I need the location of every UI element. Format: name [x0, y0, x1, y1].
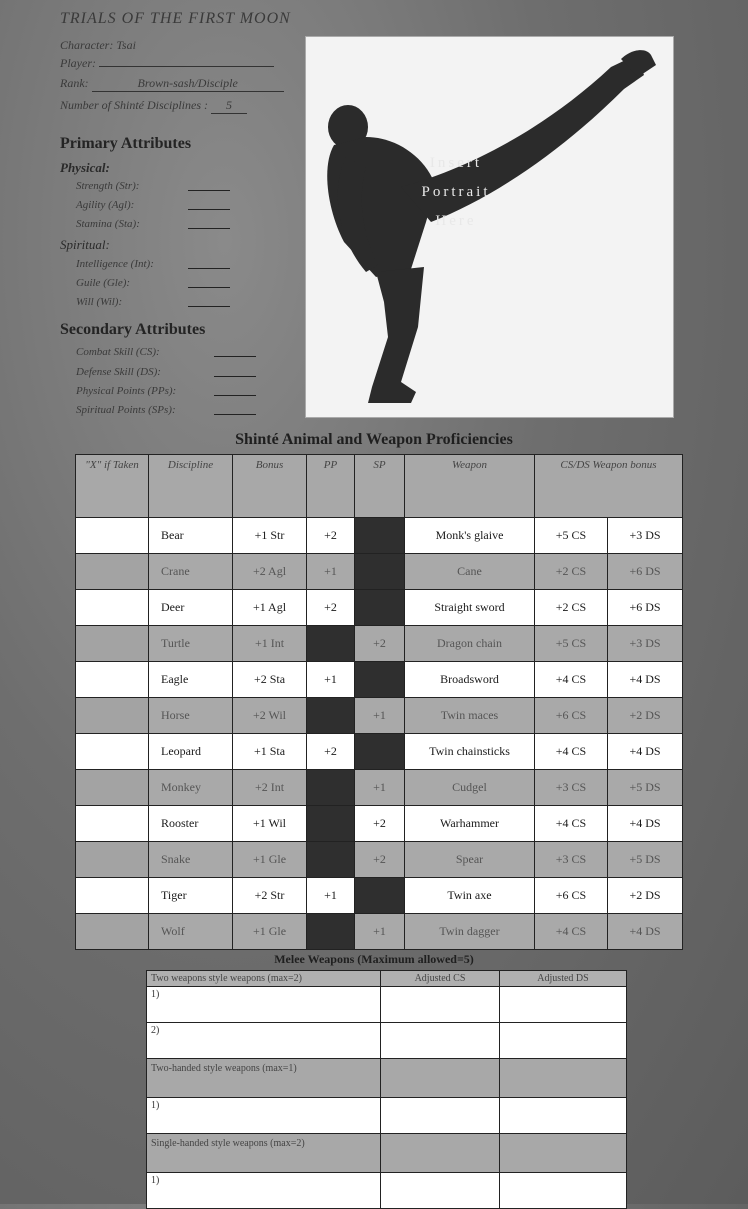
bonus-cell: +1 Gle	[233, 914, 307, 950]
sheet-title: TRIALS OF THE FIRST MOON	[60, 10, 291, 27]
cs-bonus-cell: +4 CS	[535, 806, 608, 842]
weapon-cell: Straight sword	[405, 590, 535, 626]
bonus-cell: +1 Str	[233, 518, 307, 554]
bonus-cell: +2 Wil	[233, 698, 307, 734]
discipline-cell: Crane	[149, 554, 233, 590]
ds-bonus-cell: +3 DS	[608, 518, 683, 554]
sp-cell	[355, 554, 405, 590]
col-sp: SP	[355, 455, 405, 518]
sp-cell: +2	[355, 626, 405, 662]
discipline-cell: Monkey	[149, 770, 233, 806]
sp-cell: +1	[355, 914, 405, 950]
sp-cell: +2	[355, 806, 405, 842]
pp-cell	[307, 842, 355, 878]
two-handed-heading-cs	[381, 1059, 500, 1098]
bonus-cell: +2 Sta	[233, 662, 307, 698]
ds-bonus-cell: +4 DS	[608, 662, 683, 698]
proficiency-row	[76, 590, 683, 626]
sp-cell	[355, 662, 405, 698]
sp-cell	[355, 734, 405, 770]
weapon-cell: Twin dagger	[405, 914, 535, 950]
rank-label: Rank:	[60, 76, 89, 90]
two-weapons-style-heading: Two weapons style weapons (max=2)	[147, 971, 381, 987]
combat-skill-row	[76, 346, 246, 358]
stamina-row	[76, 218, 246, 230]
cs-bonus-cell: +3 CS	[535, 842, 608, 878]
portrait-text-line3: Here	[435, 213, 477, 229]
cs-bonus-cell: +6 CS	[535, 698, 608, 734]
portrait-text-line2: Portrait	[421, 184, 491, 200]
weapon-cell: Warhammer	[405, 806, 535, 842]
strength-input[interactable]	[188, 190, 230, 191]
ds-bonus-cell: +2 DS	[608, 878, 683, 914]
spiritual-points-label: Spiritual Points (SPs):	[76, 404, 176, 416]
col-weapon: Weapon	[405, 455, 535, 518]
discipline-cell: Wolf	[149, 914, 233, 950]
player-field	[60, 56, 274, 71]
agility-row	[76, 199, 246, 211]
portrait-placeholder-text	[306, 149, 606, 236]
spiritual-points-input[interactable]	[214, 414, 256, 415]
two-weapons-slot-1-ds[interactable]	[500, 987, 627, 1023]
will-row	[76, 296, 246, 308]
proficiency-row	[76, 806, 683, 842]
proficiencies-body	[76, 518, 683, 950]
adjusted-cs-heading: Adjusted CS	[381, 971, 500, 987]
sp-cell: +1	[355, 698, 405, 734]
col-pp: PP	[307, 455, 355, 518]
two-handed-style-heading: Two-handed style weapons (max=1)	[147, 1059, 381, 1098]
combat-skill-label: Combat Skill (CS):	[76, 346, 160, 358]
two-weapons-slot-2-cs[interactable]	[381, 1023, 500, 1059]
proficiency-row	[76, 518, 683, 554]
intelligence-row	[76, 258, 246, 270]
ds-bonus-cell: +5 DS	[608, 842, 683, 878]
discipline-cell: Tiger	[149, 878, 233, 914]
bonus-cell: +1 Wil	[233, 806, 307, 842]
taken-checkbox-cell[interactable]	[76, 914, 149, 950]
strength-row	[76, 180, 246, 192]
single-handed-slot-1-ds[interactable]	[500, 1173, 627, 1209]
weapon-cell: Cane	[405, 554, 535, 590]
col-discipline: Discipline	[149, 455, 233, 518]
bonus-cell: +1 Sta	[233, 734, 307, 770]
pp-cell	[307, 770, 355, 806]
pp-cell: +1	[307, 662, 355, 698]
secondary-attributes-heading: Secondary Attributes	[60, 321, 206, 338]
single-handed-heading-cs	[381, 1134, 500, 1173]
character-value[interactable]: Tsai	[116, 38, 136, 52]
bonus-cell: +1 Gle	[233, 842, 307, 878]
taken-checkbox-cell[interactable]	[76, 626, 149, 662]
intelligence-input[interactable]	[188, 268, 230, 269]
combat-skill-input[interactable]	[214, 356, 256, 357]
taken-checkbox-cell[interactable]	[76, 518, 149, 554]
agility-label: Agility (Agl):	[76, 199, 135, 211]
rank-field	[60, 76, 284, 92]
physical-points-row	[76, 385, 246, 397]
two-handed-heading-ds	[500, 1059, 627, 1098]
taken-checkbox-cell[interactable]	[76, 662, 149, 698]
cs-bonus-cell: +5 CS	[535, 626, 608, 662]
proficiency-row	[76, 842, 683, 878]
guile-row	[76, 277, 246, 289]
two-weapons-slot-2-ds[interactable]	[500, 1023, 627, 1059]
physical-heading: Physical:	[60, 160, 110, 175]
weapon-cell: Cudgel	[405, 770, 535, 806]
pp-cell: +2	[307, 590, 355, 626]
ds-bonus-cell: +6 DS	[608, 554, 683, 590]
proficiency-row	[76, 662, 683, 698]
taken-checkbox-cell[interactable]	[76, 842, 149, 878]
taken-checkbox-cell[interactable]	[76, 770, 149, 806]
disciplines-label: Number of Shinté Disciplines :	[60, 98, 208, 112]
single-handed-style-heading: Single-handed style weapons (max=2)	[147, 1134, 381, 1173]
stamina-input[interactable]	[188, 228, 230, 229]
intelligence-label: Intelligence (Int):	[76, 258, 154, 270]
weapon-cell: Broadsword	[405, 662, 535, 698]
proficiency-row	[76, 734, 683, 770]
single-handed-slot-1-cs[interactable]	[381, 1173, 500, 1209]
spiritual-heading: Spiritual:	[60, 237, 110, 252]
guile-input[interactable]	[188, 287, 230, 288]
proficiencies-table	[75, 454, 683, 950]
col-weapon-bonus: CS/DS Weapon bonus	[535, 455, 683, 518]
physical-points-input[interactable]	[214, 395, 256, 396]
discipline-cell: Turtle	[149, 626, 233, 662]
cs-bonus-cell: +5 CS	[535, 518, 608, 554]
cs-bonus-cell: +2 CS	[535, 590, 608, 626]
ds-bonus-cell: +6 DS	[608, 590, 683, 626]
disciplines-field	[60, 98, 247, 114]
cs-bonus-cell: +4 CS	[535, 914, 608, 950]
disciplines-input[interactable]: 5	[211, 98, 247, 114]
cs-bonus-cell: +3 CS	[535, 770, 608, 806]
two-handed-slot-1-ds[interactable]	[500, 1098, 627, 1134]
taken-checkbox-cell[interactable]	[76, 734, 149, 770]
proficiency-row	[76, 698, 683, 734]
cs-bonus-cell: +4 CS	[535, 662, 608, 698]
weapon-cell: Twin axe	[405, 878, 535, 914]
strength-label: Strength (Str):	[76, 180, 140, 192]
discipline-cell: Eagle	[149, 662, 233, 698]
col-taken: "X" if Taken	[76, 455, 149, 518]
pp-cell: +1	[307, 878, 355, 914]
weapon-cell: Monk's glaive	[405, 518, 535, 554]
discipline-cell: Snake	[149, 842, 233, 878]
physical-points-label: Physical Points (PPs):	[76, 385, 177, 397]
bonus-cell: +2 Agl	[233, 554, 307, 590]
cs-bonus-cell: +6 CS	[535, 878, 608, 914]
cs-bonus-cell: +2 CS	[535, 554, 608, 590]
sp-cell: +1	[355, 770, 405, 806]
discipline-cell: Rooster	[149, 806, 233, 842]
taken-checkbox-cell[interactable]	[76, 554, 149, 590]
ds-bonus-cell: +4 DS	[608, 914, 683, 950]
pp-cell	[307, 806, 355, 842]
weapon-cell: Twin chainsticks	[405, 734, 535, 770]
pp-cell	[307, 914, 355, 950]
stamina-label: Stamina (Sta):	[76, 218, 140, 230]
will-input[interactable]	[188, 306, 230, 307]
pp-cell: +1	[307, 554, 355, 590]
proficiency-row	[76, 626, 683, 662]
pp-cell: +2	[307, 518, 355, 554]
two-handed-slot-1-cs[interactable]	[381, 1098, 500, 1134]
weapon-cell: Dragon chain	[405, 626, 535, 662]
sp-cell	[355, 878, 405, 914]
sp-cell	[355, 518, 405, 554]
adjusted-ds-heading: Adjusted DS	[500, 971, 627, 987]
character-field	[60, 38, 136, 53]
discipline-cell: Horse	[149, 698, 233, 734]
bonus-cell: +2 Str	[233, 878, 307, 914]
two-weapons-slot-1-cs[interactable]	[381, 987, 500, 1023]
sp-cell: +2	[355, 842, 405, 878]
discipline-cell: Leopard	[149, 734, 233, 770]
player-input[interactable]	[99, 66, 274, 67]
character-label: Character:	[60, 38, 114, 52]
rank-input[interactable]: Brown-sash/Disciple	[92, 76, 284, 92]
cs-bonus-cell: +4 CS	[535, 734, 608, 770]
bonus-cell: +1 Int	[233, 626, 307, 662]
ds-bonus-cell: +5 DS	[608, 770, 683, 806]
will-label: Will (Wil):	[76, 296, 123, 308]
proficiency-row	[76, 554, 683, 590]
proficiencies-title: Shinté Animal and Weapon Proficiencies	[235, 431, 513, 448]
bonus-cell: +2 Int	[233, 770, 307, 806]
ds-bonus-cell: +2 DS	[608, 698, 683, 734]
discipline-cell: Deer	[149, 590, 233, 626]
weapon-cell: Spear	[405, 842, 535, 878]
taken-checkbox-cell[interactable]	[76, 806, 149, 842]
melee-weapons-table	[146, 970, 627, 1209]
melee-weapons-title: Melee Weapons (Maximum allowed=5)	[274, 952, 474, 966]
proficiency-row	[76, 878, 683, 914]
discipline-cell: Bear	[149, 518, 233, 554]
taken-checkbox-cell[interactable]	[76, 590, 149, 626]
two-weapons-slot-1[interactable]: 1)	[147, 987, 381, 1023]
two-handed-slot-1[interactable]: 1)	[147, 1098, 381, 1134]
defense-skill-row	[76, 366, 246, 378]
player-label: Player:	[60, 56, 96, 70]
portrait-box[interactable]	[305, 36, 674, 418]
single-handed-slot-1[interactable]: 1)	[147, 1173, 381, 1209]
primary-attributes-heading: Primary Attributes	[60, 135, 192, 152]
taken-checkbox-cell[interactable]	[76, 698, 149, 734]
sp-cell	[355, 590, 405, 626]
two-weapons-slot-2[interactable]: 2)	[147, 1023, 381, 1059]
defense-skill-label: Defense Skill (DS):	[76, 366, 161, 378]
spiritual-points-row	[76, 404, 246, 416]
taken-checkbox-cell[interactable]	[76, 878, 149, 914]
agility-input[interactable]	[188, 209, 230, 210]
ds-bonus-cell: +4 DS	[608, 806, 683, 842]
single-handed-heading-ds	[500, 1134, 627, 1173]
defense-skill-input[interactable]	[214, 376, 256, 377]
weapon-cell: Twin maces	[405, 698, 535, 734]
bonus-cell: +1 Agl	[233, 590, 307, 626]
pp-cell	[307, 698, 355, 734]
proficiency-row	[76, 914, 683, 950]
portrait-text-line1: Insert	[429, 155, 483, 171]
ds-bonus-cell: +3 DS	[608, 626, 683, 662]
proficiency-row	[76, 770, 683, 806]
pp-cell: +2	[307, 734, 355, 770]
guile-label: Guile (Gle):	[76, 277, 131, 289]
col-bonus: Bonus	[233, 455, 307, 518]
pp-cell	[307, 626, 355, 662]
ds-bonus-cell: +4 DS	[608, 734, 683, 770]
